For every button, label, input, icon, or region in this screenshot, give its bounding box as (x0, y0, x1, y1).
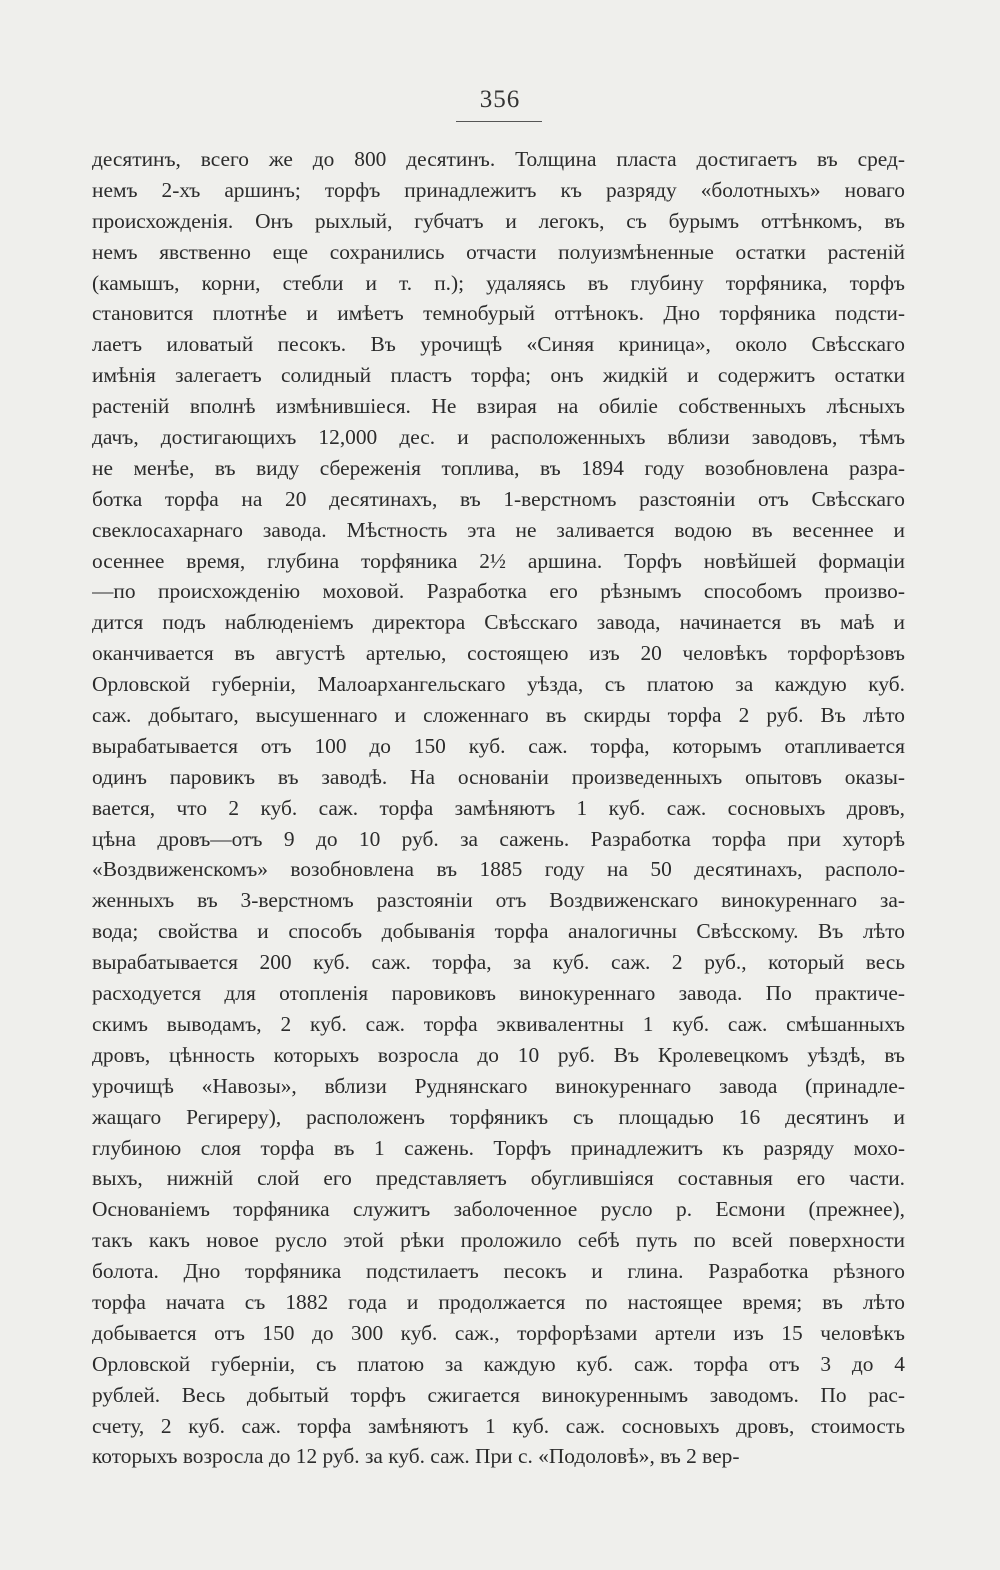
text-line: вается, что 2 куб. саж. торфа замѣняютъ 1 куб. саж. сосновыхъ дровъ, (92, 795, 905, 820)
page-number-underline (456, 121, 542, 122)
text-line: торфа начата съ 1882 года и продолжается по настоящее время; въ лѣто (92, 1289, 905, 1314)
text-line: рублей. Весь добытый торфъ сжигается винокуреннымъ заводомъ. По рас- (92, 1382, 905, 1407)
text-line: оканчивается въ августѣ артелью, состоящею изъ 20 человѣкъ торфорѣзовъ (92, 641, 905, 666)
text-line: имѣнія залегаетъ солидный пластъ торфа; онъ жидкій и содержитъ остатки (92, 363, 905, 388)
text-line: глубиною слоя торфа въ 1 сажень. Торфъ принадлежитъ къ разряду мохо- (92, 1135, 905, 1160)
text-line: Орловской губерніи, съ платою за каждую куб. саж. торфа отъ 3 до 4 (92, 1351, 905, 1376)
text-line: саж. добытаго, высушеннаго и сложеннаго въ скирды торфа 2 руб. Въ лѣто (92, 703, 905, 728)
text-line: Орловской губерніи, Малоархангельскаго уѣзда, съ платою за каждую куб. (92, 672, 905, 697)
text-line: «Воздвиженскомъ» возобновлена въ 1885 году на 50 десятинахъ, располо- (92, 857, 905, 882)
text-line: расходуется для отопленія паровиковъ винокуреннаго завода. По практиче- (92, 981, 905, 1006)
text-line: растеній вполнѣ измѣнившiеся. Не взирая на обиліе собственныхъ лѣсныхъ (92, 394, 905, 419)
body-text (92, 144, 905, 1472)
text-line: добывается отъ 150 до 300 куб. саж., торфорѣзами артели изъ 15 человѣкъ (92, 1320, 905, 1345)
text-line: ботка торфа на 20 десятинахъ, въ 1-верстномъ разстояніи отъ Свѣсскаго (92, 486, 905, 511)
text-line: происхожденія. Онъ рыхлый, губчатъ и легокъ, съ бурымъ оттѣнкомъ, въ (92, 208, 905, 233)
text-line: болота. Дно торфяника подстилаетъ песокъ и глина. Разработка рѣзного (92, 1259, 905, 1284)
text-line: дровъ, цѣнность которыхъ возросла до 10 руб. Въ Кролевецкомъ уѣздѣ, въ (92, 1042, 905, 1067)
text-line: (камышъ, корни, стебли и т. п.); удаляясь въ глубину торфяника, торфъ (92, 270, 905, 295)
text-line: Основаніемъ торфяника служитъ заболоченное русло р. Есмони (прежнее), (92, 1197, 905, 1222)
text-line: жащаго Региреру), расположенъ торфяникъ съ площадью 16 десятинъ и (92, 1104, 905, 1129)
text-line: дачъ, достигающихъ 12,000 дес. и расположенныхъ вблизи заводовъ, тѣмъ (92, 425, 905, 450)
text-line: —по происхожденію моховой. Разработка его рѣзнымъ способомъ произво- (92, 579, 905, 604)
text-line: немъ 2-хъ аршинъ; торфъ принадлежитъ къ разряду «болотныхъ» новаго (92, 177, 905, 202)
text-line: выхъ, нижній слой его представляетъ обуглившіяся составныя его части. (92, 1166, 905, 1191)
text-line: вода; свойства и способъ добыванія торфа аналогичны Свѣсскому. Въ лѣто (92, 919, 905, 944)
text-line: которыхъ возросла до 12 руб. за куб. саж. При с. «Подоловѣ», въ 2 вер- (92, 1444, 740, 1469)
text-line: цѣна дровъ—отъ 9 до 10 руб. за сажень. Разработка торфа при хуторѣ (92, 826, 905, 851)
text-line: вырабатывается 200 куб. саж. торфа, за куб. саж. 2 руб., который весь (92, 950, 905, 975)
text-line: скимъ выводамъ, 2 куб. саж. торфа эквивалентны 1 куб. саж. смѣшанныхъ (92, 1011, 905, 1036)
text-line: десятинъ, всего же до 800 десятинъ. Толщина пласта достигаетъ въ сред- (92, 147, 905, 171)
text-line: немъ явственно еще сохранились отчасти полуизмѣненные остатки растеній (92, 239, 905, 264)
text-line: дится подъ наблюденіемъ директора Свѣсскаго завода, начинается въ маѣ и (92, 610, 905, 635)
text-line: вырабатывается отъ 100 до 150 куб. саж. торфа, которымъ отапливается (92, 733, 905, 758)
page-number: 356 (479, 86, 521, 113)
text-line: такъ какъ новое русло этой рѣки проложило себѣ путь по всей поверхности (92, 1228, 905, 1253)
text-line: женныхъ въ 3-верстномъ разстояніи отъ Воздвиженскаго винокуреннаго за- (92, 888, 905, 913)
text-line: становится плотнѣе и имѣетъ темнобурый оттѣнокъ. Дно торфяника подсти- (92, 301, 905, 326)
text-line: не менѣе, въ виду сбереженія топлива, въ 1894 году возобновлена разра- (92, 455, 905, 480)
text-line: счету, 2 куб. саж. торфа замѣняютъ 1 куб. саж. сосновыхъ дровъ, стоимость (92, 1413, 905, 1438)
text-line: осеннее время, глубина торфяника 2½ аршина. Торфъ новѣйшей формаціи (92, 548, 905, 573)
text-line: урочищѣ «Навозы», вблизи Руднянскаго винокуреннаго завода (принадле- (92, 1073, 905, 1098)
text-line: лаетъ иловатый песокъ. Въ урочищѣ «Синяя криница», около Свѣсскаго (92, 332, 905, 357)
text-line: одинъ паровикъ въ заводѣ. На основаніи произведенныхъ опытовъ оказы- (92, 764, 905, 789)
text-line: свеклосахарнаго завода. Мѣстность эта не заливается водою въ весеннее и (92, 517, 905, 542)
